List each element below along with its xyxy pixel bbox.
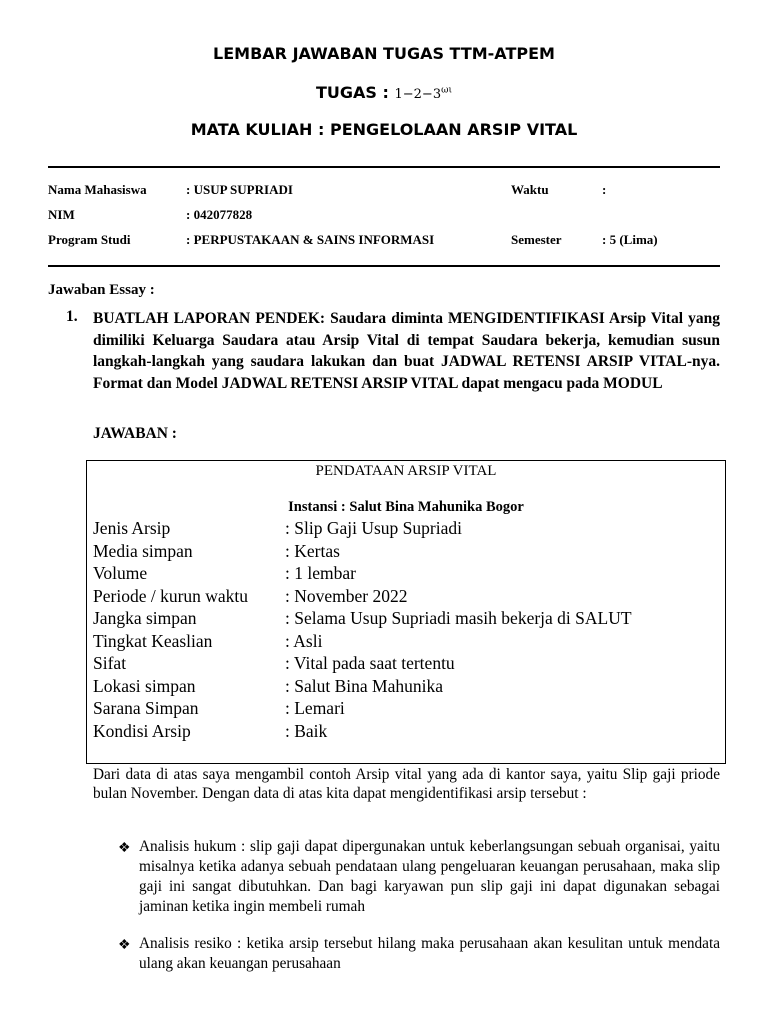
record-key: Volume bbox=[93, 563, 148, 583]
box-heading: PENDATAAN ARSIP VITAL bbox=[315, 463, 497, 479]
bottom-divider bbox=[48, 265, 720, 267]
semester-value: : 5 (Lima) bbox=[602, 232, 658, 247]
box-instansi: Instansi : Salut Bina Mahunika Bogor bbox=[288, 499, 524, 515]
document-title: LEMBAR JAWABAN TUGAS TTM-ATPEM bbox=[213, 44, 555, 63]
record-value: : 1 lembar bbox=[285, 563, 356, 583]
record-row bbox=[93, 676, 443, 697]
tugas-suffix: ωι bbox=[441, 85, 452, 96]
name-label: Nama Mahasiswa bbox=[48, 182, 147, 197]
name-value: : USUP SUPRIADI bbox=[186, 182, 293, 197]
analysis-paragraph: Dari data di atas saya mengambil contoh Arsip vital yang ada di kantor saya, yaitu Slip gaji priode bulan November. Dengan data di atas kita dapat mengidentifikasi arsip tersebut : bbox=[93, 766, 720, 802]
record-row bbox=[93, 518, 462, 539]
bullet-text-legal: Analisis hukum : slip gaji dapat dipergunakan untuk keberlangsungan sebuah organisai, yaitu misalnya ketika adanya sebuah pendataan ulang pengeluaran keuangan perusahaan, maka slip gaji ini sangat dibutuhkan. Dan bagi karyawan pun slip gaji ini dapat digunakan sebagai jaminan ketika ingin membeli rumah bbox=[139, 838, 720, 915]
record-key: Sifat bbox=[93, 653, 127, 673]
record-value: : Salut Bina Mahunika bbox=[285, 676, 443, 696]
record-key: Jenis Arsip bbox=[93, 518, 171, 538]
prodi-value: : PERPUSTAKAAN & SAINS INFORMASI bbox=[186, 232, 435, 247]
record-key: Tingkat Keaslian bbox=[93, 631, 213, 651]
answer-label: JAWABAN : bbox=[93, 425, 177, 442]
nim-label: NIM bbox=[48, 207, 75, 222]
top-divider bbox=[48, 166, 720, 168]
record-row bbox=[93, 541, 340, 562]
record-row bbox=[93, 698, 345, 719]
record-value: : Vital pada saat tertentu bbox=[285, 653, 455, 673]
prodi-label: Program Studi bbox=[48, 232, 131, 247]
diamond-bullet-icon: ❖ bbox=[118, 938, 131, 953]
record-key: Jangka simpan bbox=[93, 608, 197, 628]
record-row bbox=[93, 721, 327, 742]
diamond-bullet-icon: ❖ bbox=[118, 841, 131, 856]
record-row bbox=[93, 653, 455, 674]
record-value: : November 2022 bbox=[285, 586, 408, 606]
record-value: : Selama Usup Supriadi masih bekerja di SALUT bbox=[285, 608, 632, 628]
record-key: Media simpan bbox=[93, 541, 193, 561]
waktu-label: Waktu bbox=[511, 182, 549, 197]
record-key: Sarana Simpan bbox=[93, 698, 199, 718]
record-key: Periode / kurun waktu bbox=[93, 586, 249, 606]
waktu-value: : bbox=[602, 182, 607, 197]
record-value: : Asli bbox=[285, 631, 323, 651]
question-text: BUATLAH LAPORAN PENDEK: Saudara diminta MENGIDENTIFIKASI Arsip Vital yang dimiliki Keluarga Saudara atau Arsip Vital di tempat Saudara bekerja, kemudian susun langkah-langkah yang saudara lakukan dan buat JADWAL RETENSI ARSIP VITAL-nya. Format dan Model JADWAL RETENSI ARSIP VITAL dapat mengacu pada MODUL bbox=[93, 310, 720, 392]
semester-label: Semester bbox=[511, 232, 562, 247]
record-row bbox=[93, 563, 356, 584]
record-row bbox=[93, 631, 322, 652]
record-value: : Kertas bbox=[285, 541, 340, 561]
question-number: 1. bbox=[66, 308, 78, 325]
vital-record-box bbox=[86, 460, 726, 764]
tugas-number bbox=[395, 87, 452, 102]
record-key: Kondisi Arsip bbox=[93, 721, 191, 741]
essay-label: Jawaban Essay : bbox=[48, 282, 155, 298]
tugas-line bbox=[0, 83, 768, 102]
nim-value: : 042077828 bbox=[186, 207, 253, 222]
record-value: : Baik bbox=[285, 721, 328, 741]
record-value: : Slip Gaji Usup Supriadi bbox=[285, 518, 462, 538]
course-title: MATA KULIAH : PENGELOLAAN ARSIP VITAL bbox=[190, 120, 578, 139]
tugas-label: TUGAS : bbox=[316, 83, 389, 102]
record-value: : Lemari bbox=[285, 698, 345, 718]
record-key: Lokasi simpan bbox=[93, 676, 196, 696]
tugas-value: 1−2−3 bbox=[394, 87, 442, 102]
record-row bbox=[93, 608, 632, 629]
record-row bbox=[93, 586, 407, 607]
bullet-text-risk: Analisis resiko : ketika arsip tersebut hilang maka perusahaan akan kesulitan untuk mendata ulang akan keuangan perusahaan bbox=[139, 935, 720, 972]
